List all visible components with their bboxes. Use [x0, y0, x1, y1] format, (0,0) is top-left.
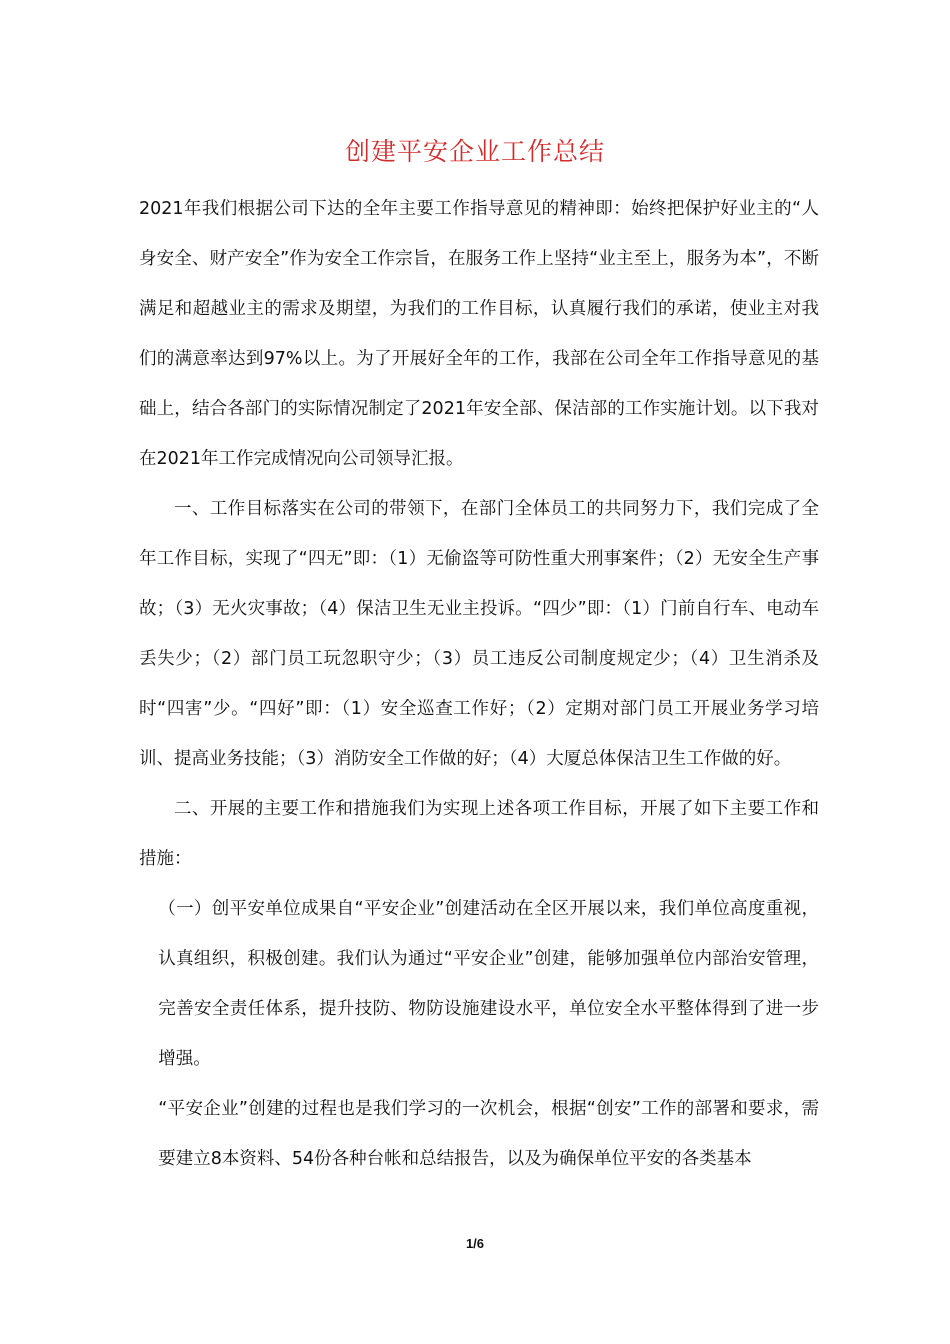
page-number: 1/6: [465, 1236, 485, 1251]
document-title: 创建平安企业工作总结: [344, 137, 605, 166]
paragraph-intro: 2021年我们根据公司下达的全年主要工作指导意见的精神即：始终把保护好业主的“人身安全、财产安全”作为安全工作宗旨，在服务工作上坚持“业主至上，服务为本”，不断满足和超越业主的需求及期望，为我们的工作目标，认真履行我们的承诺，使业主对我们的满意率达到97%以上。为了开展好全年的工作，我部在公司全年工作指导意见的基础上，结合各部门的实际情况制定了2021年安全部、保洁部的工作实施计划。以下我对在2021年工作完成情况向公司领导汇报。: [139, 199, 819, 469]
paragraph-section-2: 二、开展的主要工作和措施我们为实现上述各项工作目标，开展了如下主要工作和措施：: [139, 799, 819, 869]
paragraph-section-1: 一、工作目标落实在公司的带领下，在部门全体员工的共同努力下，我们完成了全年工作目标，实现了“四无”即：（1）无偷盗等可防性重大刑事案件；（2）无安全生产事故；（3）无火灾事故；（4）保洁卫生无业主投诉。“四少”即：（1）门前自行车、电动车丢失少；（2）部门员工玩忽职守少；（3）员工违反公司制度规定少；（4）卫生消杀及时“四害”少。“四好”即：（1）安全巡查工作好；（2）定期对部门员工开展业务学习培训、提高业务技能；（3）消防安全工作做的好；（4）大厦总体保洁卫生工作做的好。: [139, 499, 819, 769]
paragraph-subsection-1: （一）创平安单位成果自“平安企业”创建活动在全区开展以来，我们单位高度重视，认真组织，积极创建。我们认为通过“平安企业”创建，能够加强单位内部治安管理，完善安全责任体系，提升技防、物防设施建设水平，单位安全水平整体得到了进一步增强。: [158, 899, 819, 1069]
paragraph-creation-process: “平安企业”创建的过程也是我们学习的一次机会，根据“创安”工作的部署和要求，需要建立8本资料、54份各种台帐和总结报告，以及为确保单位平安的各类基本: [158, 1099, 819, 1169]
document-body: [139, 184, 819, 1184]
